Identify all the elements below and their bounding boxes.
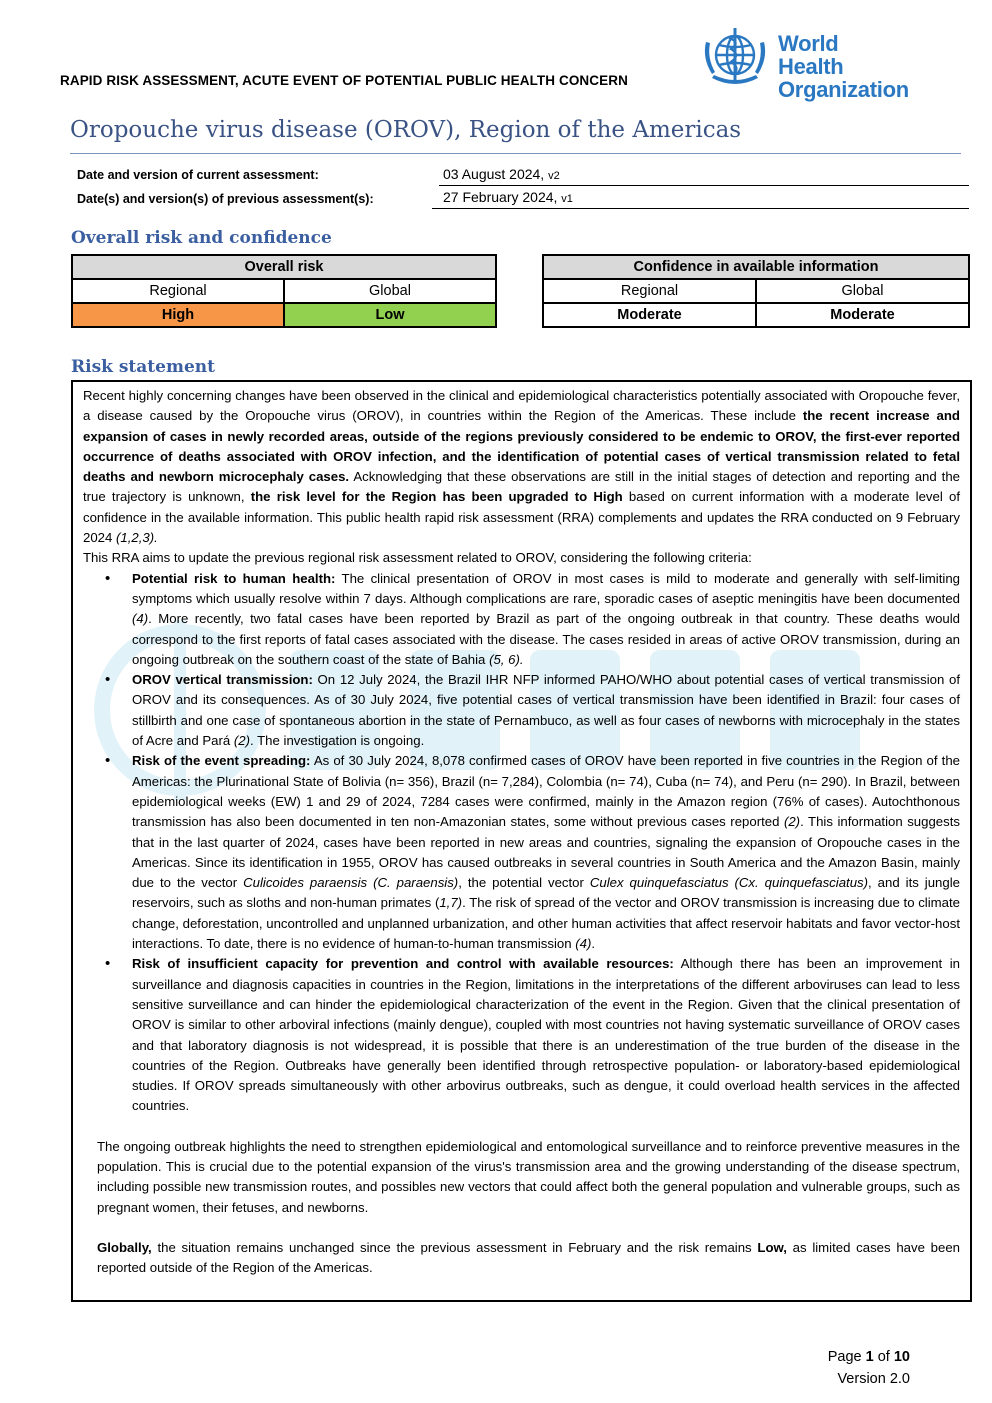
list-item — [83, 954, 960, 1116]
b2-text-a: On 12 July 2024, the Brazil IHR NFP informed PAHO/WHO about potential cases of vertical transmission of OROV and its consequences. As of 30 July 2024, five potential cases of vertical transmission have been identified in Brazil: four cases of stillbirth and one case of spontaneous abortion in the state of Pernambuco, as well as four cases of newborns with microcephaly in the states of Acre and Pará — [132, 672, 960, 749]
who-emblem-icon — [698, 22, 772, 92]
page-of: of — [873, 1349, 894, 1365]
list-item — [83, 670, 960, 751]
p4-text-b: as limited cases have been reported outside of the Region of the Americas. — [97, 1239, 960, 1276]
who-logo — [698, 22, 909, 102]
global-confidence-value: Moderate — [756, 303, 969, 327]
b3-text-b: . This information suggests that in the last quarter of 2024, cases have been reported in new areas and countries, signaling the expansion of Oropouche cases in the Americas. Since its identification in 1955, OROV has caused outbreaks in several countries in South America and the Amazon Basin, mainly due to the vector — [132, 814, 960, 891]
p1-text-e: based on current information with a moderate level of confidence in the available information. This public health rapid risk assessment (RRA) complements and updates the RRA conducted on 9 February 2024 — [83, 489, 960, 546]
statement-paragraph-1 — [83, 386, 960, 548]
confidence-header: Confidence in available information — [543, 255, 969, 279]
overall-risk-header: Overall risk — [72, 255, 496, 279]
previous-date: 27 February 2024, — [443, 189, 558, 205]
p1-text-a: Recent highly concerning changes have been observed in the clinical and epidemiological characteristics potentially associated with Oropouche fever, a disease caused by the Oropouche virus (OROV), in countries within the Region of the Americas. These include — [83, 388, 960, 424]
b3-title: Risk of the event spreading: — [132, 753, 311, 769]
confidence-table — [542, 254, 970, 328]
p4-text-a: the situation remains unchanged since the previous assessment in February and the risk remains — [151, 1239, 758, 1255]
risk-col-regional: Regional — [72, 279, 284, 303]
page-title: Oropouche virus disease (OROV), Region of the Americas — [70, 117, 742, 143]
current-rule — [439, 185, 969, 186]
b3-ref1: (2) — [783, 814, 801, 830]
criteria-list — [83, 569, 960, 1117]
b1-text-b: . More recently, two fatal cases have been reported by Brazil as part of the ongoing outbreak in that country. These deaths would correspond to the first reports of fatal cases associated with the disease. The cases resided in areas of active OROV transmission, during an ongoing outbreak on the southern coast of the state of Bahia — [132, 611, 960, 667]
b1-title: Potential risk to human health: — [132, 570, 336, 586]
risk-statement-heading: Risk statement — [71, 357, 215, 377]
list-item — [83, 751, 960, 954]
logo-line-2: Organization — [778, 77, 909, 102]
document-version: Version 2.0 — [837, 1371, 910, 1387]
p1-ref: (1,2,3). — [116, 530, 158, 546]
statement-paragraph-4 — [83, 1238, 960, 1279]
page-current: 1 — [865, 1349, 874, 1365]
b2-text-b: . The investigation is ongoing. — [250, 733, 425, 749]
previous-assessment-value — [443, 189, 573, 205]
b2-ref: (2) — [233, 733, 251, 749]
b4-text-a: Although there has been an improvement in surveillance and diagnosis capacities in countries in the Region, limitations in the interpretations of the different arboviruses can lead to less sensitive surveillance and can hinder the epidemiological characterization of the event in the Region. Given that the clinical presentation of OROV is similar to other arboviral infections (mainly dengue), coupled with most countries not having systematic surveillance of OROV cases and that laboratory diagnosis is not widespread, it is possible that there is an underestimation of the true burden of the disease in the countries of the Region. Outbreaks have generally been identified through retrospective population- or laboratory-based epidemiological studies. If OROV spreads simultaneously with other arbovirus outbreaks, such as dengue, it could overload health services in the affected countries. — [132, 956, 960, 1114]
current-version: v2 — [548, 170, 560, 182]
b1-text-a: The clinical presentation of OROV in most cases is mild to moderate and generally with self-limiting symptoms which usually resolve within 7 days. Although complications are rare, sporadic cases of aseptic meningitis have been documented — [132, 570, 960, 606]
page-number — [828, 1349, 910, 1365]
b1-ref1: (4) — [132, 611, 149, 627]
b3-text-f: . — [591, 936, 596, 952]
b3-italic-2: Culex quinquefasciatus (Cx. quinquefasciatus) — [589, 875, 869, 891]
b2-title: OROV vertical transmission: — [132, 672, 313, 688]
statement-paragraph-2: This RRA aims to update the previous regional risk assessment related to OROV, considering the following criteria: — [83, 550, 752, 566]
previous-rule — [432, 208, 969, 209]
p1-text-c: Acknowledging that these observations are still in the initial stages of detection and reporting and the true trajectory is unknown, — [83, 469, 960, 505]
statement-paragraph-3: The ongoing outbreak highlights the need to strengthen epidemiological and entomological surveillance and to reinforce preventive measures in the population. This is crucial due to the potential expansion of the virus's transmission area and the growing understanding of the disease spectrum, including possible new transmission routes, and possibles new vectors that could affect both the general population and vulnerable groups, such as pregnant women, their fetuses, and newborns. — [97, 1138, 960, 1215]
page-total: 10 — [893, 1349, 910, 1365]
b3-text-d: , and its jungle reservoirs, such as sloths and non-human primates ( — [132, 875, 960, 911]
b1-ref2: (5, 6). — [489, 651, 524, 667]
p4-bold-1: Globally, — [97, 1239, 152, 1255]
page-prefix: Page — [827, 1349, 866, 1365]
b3-text-e: . The risk of spread of the vector and OROV transmission is increasing due to climate change, deforestation, uncontrolled and unplanned urbanization, and other human activities that affect reservoir habitats and favor vector-host interactions. To date, there is no evidence of human-to-human transmission — [132, 895, 960, 952]
overall-risk-table — [71, 254, 497, 328]
overall-risk-heading: Overall risk and confidence — [71, 228, 332, 248]
b3-text-c: , the potential vector — [458, 875, 590, 891]
b3-ref3: (4) — [575, 936, 592, 952]
current-assessment-label: Date and version of current assessment: — [77, 168, 319, 182]
p1-bold-d: the risk level for the Region has been upgraded to High — [250, 489, 623, 505]
p1-bold-b: the recent increase and expansion of cases in newly recorded areas, outside of the regions previously considered to be endemic to OROV, the first-ever reported occurrence of deaths associated with OROV infection, and the identification of potential cases of vertical transmission related to fetal deaths and newborn microcephaly cases. — [83, 408, 960, 485]
risk-statement-box — [71, 380, 972, 1302]
b3-italic-1: Culicoides paraensis (C. paraensis) — [243, 875, 459, 891]
current-date: 03 August 2024, — [443, 166, 545, 182]
title-divider — [70, 153, 961, 154]
regional-confidence-value: Moderate — [543, 303, 756, 327]
confidence-col-global: Global — [756, 279, 969, 303]
risk-col-global: Global — [284, 279, 496, 303]
b3-text-a: As of 30 July 2024, 8,078 confirmed cases of OROV have been reported in five countries in the Region of the Americas: the Plurinational State of Bolivia (n= 356), Brazil (n= 7,284), Colombia (n= 74), Cuba (n= 74), and Peru (n= 290). In Brazil, between epidemiological weeks (EW) 1 and 29 of 2024, 7284 cases were confirmed, mainly in the Amazon region (76% of cases). Autochthonous transmission has also been documented in ten non-Amazonian states, some without previous cases reported — [132, 753, 960, 830]
confidence-col-regional: Regional — [543, 279, 756, 303]
previous-version: v1 — [561, 193, 573, 205]
current-assessment-value — [443, 166, 560, 182]
b3-ref2: 1,7) — [439, 895, 463, 911]
p4-bold-2: Low, — [757, 1239, 787, 1255]
b4-title: Risk of insufficient capacity for prevention and control with available resources: — [132, 956, 674, 972]
regional-risk-value: High — [72, 303, 284, 327]
global-risk-value: Low — [284, 303, 496, 327]
document-category: RAPID RISK ASSESSMENT, ACUTE EVENT OF POTENTIAL PUBLIC HEALTH CONCERN — [60, 73, 628, 88]
previous-assessment-label: Date(s) and version(s) of previous assessment(s): — [77, 192, 374, 206]
list-item — [83, 569, 960, 670]
logo-line-1: World Health — [778, 31, 844, 79]
